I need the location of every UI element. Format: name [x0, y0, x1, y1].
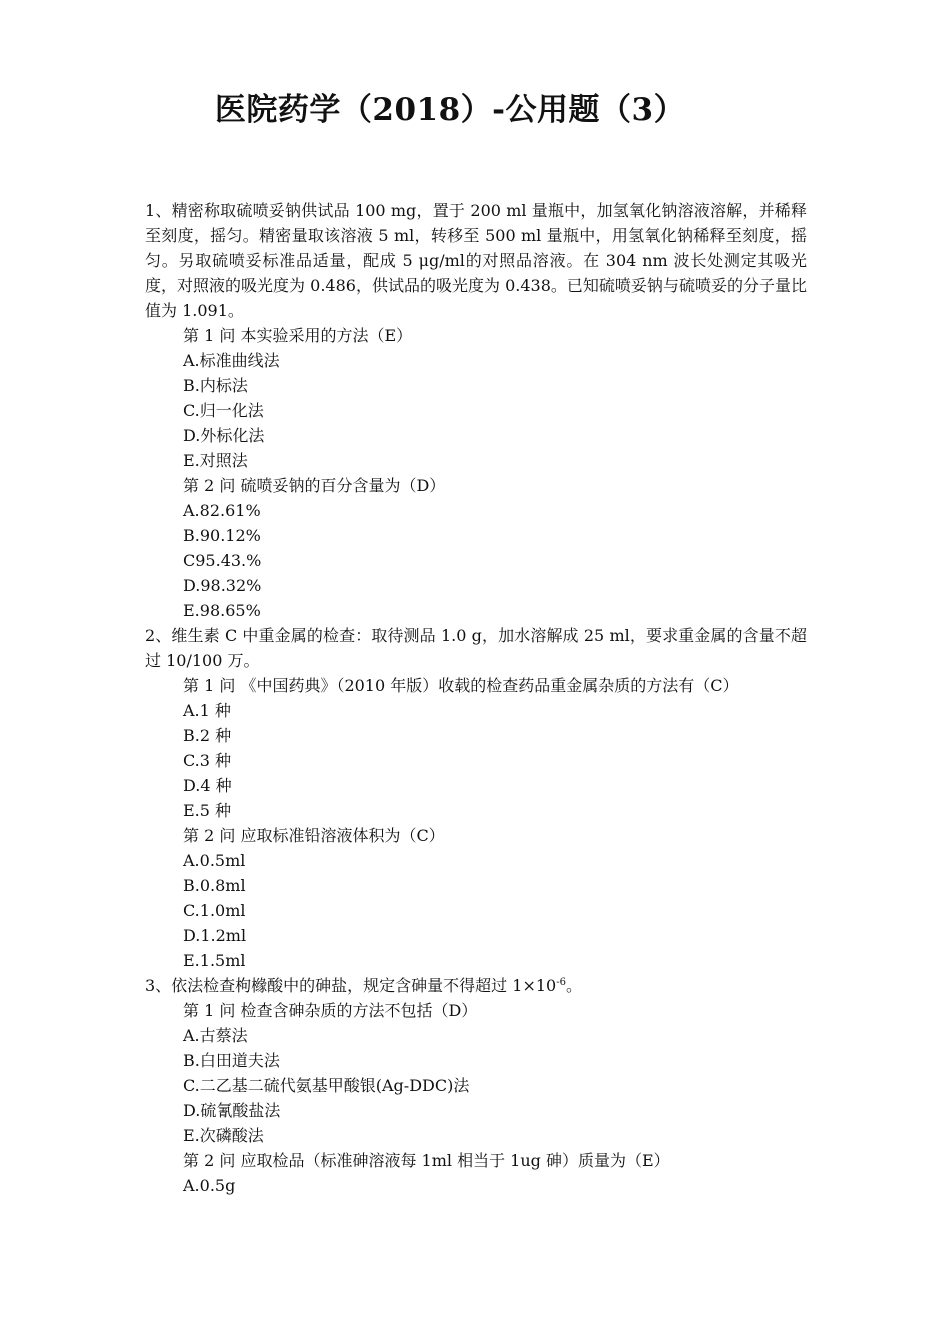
stem-text-end: 。 [565, 976, 582, 995]
option-line: A.古蔡法 [183, 1026, 248, 1045]
option-line: A.0.5ml [183, 851, 246, 870]
option-line: B.内标法 [183, 376, 248, 395]
option-line: B.0.8ml [183, 876, 246, 895]
option-line: B.白田道夫法 [183, 1051, 280, 1070]
stem-text: 3、依法检查枸橼酸中的砷盐，规定含砷量不得超过 1×10 [145, 976, 557, 995]
document-body [145, 198, 807, 1198]
option-line: C.1.0ml [183, 901, 246, 920]
option-line: A.1 种 [183, 701, 231, 720]
option-line: D.1.2ml [183, 926, 247, 945]
option-line: D.98.32% [183, 576, 262, 595]
option-line: C.归一化法 [183, 401, 264, 420]
option-line: E.98.65% [183, 601, 261, 620]
sub-question: 第 2 问 应取检品（标准砷溶液每 1ml 相当于 1ug 砷）质量为（E） [183, 1151, 670, 1170]
option-line: B.90.12% [183, 526, 261, 545]
question-stem: 1、精密称取硫喷妥钠供试品 100 mg，置于 200 ml 量瓶中，加氢氧化钠溶液溶解，并稀释至刻度，摇匀。精密量取该溶液 5 ml，转移至 500 ml 量瓶中，用氢氧化钠稀释至刻度，摇匀。另取硫喷妥标准品适量，配成 5 μg/ml的对照品溶液。在 304 nm 波长处测定其吸光度，对照液的吸光度为 0.486，供试品的吸光度为 0.438。已知硫喷妥钠与硫喷妥的分子量比值为 1.091。 [145, 201, 807, 320]
question-stem [145, 973, 807, 998]
sub-question: 第 1 问 检查含砷杂质的方法不包括（D） [183, 1001, 478, 1020]
option-line: E.1.5ml [183, 951, 246, 970]
option-line: E.对照法 [183, 451, 248, 470]
option-line: B.2 种 [183, 726, 232, 745]
sub-question: 第 2 问 硫喷妥钠的百分含量为（D） [183, 476, 446, 495]
question-stem: 2、维生素 C 中重金属的检查：取待测品 1.0 g，加水溶解成 25 ml，要求重金属的含量不超过 10/100 万。 [145, 626, 807, 670]
option-line: C.3 种 [183, 751, 232, 770]
option-line: E.次磷酸法 [183, 1126, 264, 1145]
document-title: 医院药学（2018）-公用题（3） [214, 92, 686, 128]
sub-question: 第 1 问 《中国药典》（2010 年版）收载的检查药品重金属杂质的方法有（C） [183, 676, 739, 695]
option-line: D.硫氰酸盐法 [183, 1101, 281, 1120]
option-line: C95.43.% [183, 551, 262, 570]
option-line: D.外标化法 [183, 426, 265, 445]
stem-exponent: -6 [556, 977, 566, 988]
option-line: A.标准曲线法 [183, 351, 280, 370]
option-line: D.4 种 [183, 776, 232, 795]
sub-question: 第 1 问 本实验采用的方法（E） [183, 326, 413, 345]
option-line: A.82.61% [183, 501, 261, 520]
option-line: A.0.5g [183, 1176, 236, 1195]
option-line: E.5 种 [183, 801, 232, 820]
option-line: C.二乙基二硫代氨基甲酸银(Ag-DDC)法 [183, 1076, 470, 1095]
sub-question: 第 2 问 应取标准铅溶液体积为（C） [183, 826, 445, 845]
